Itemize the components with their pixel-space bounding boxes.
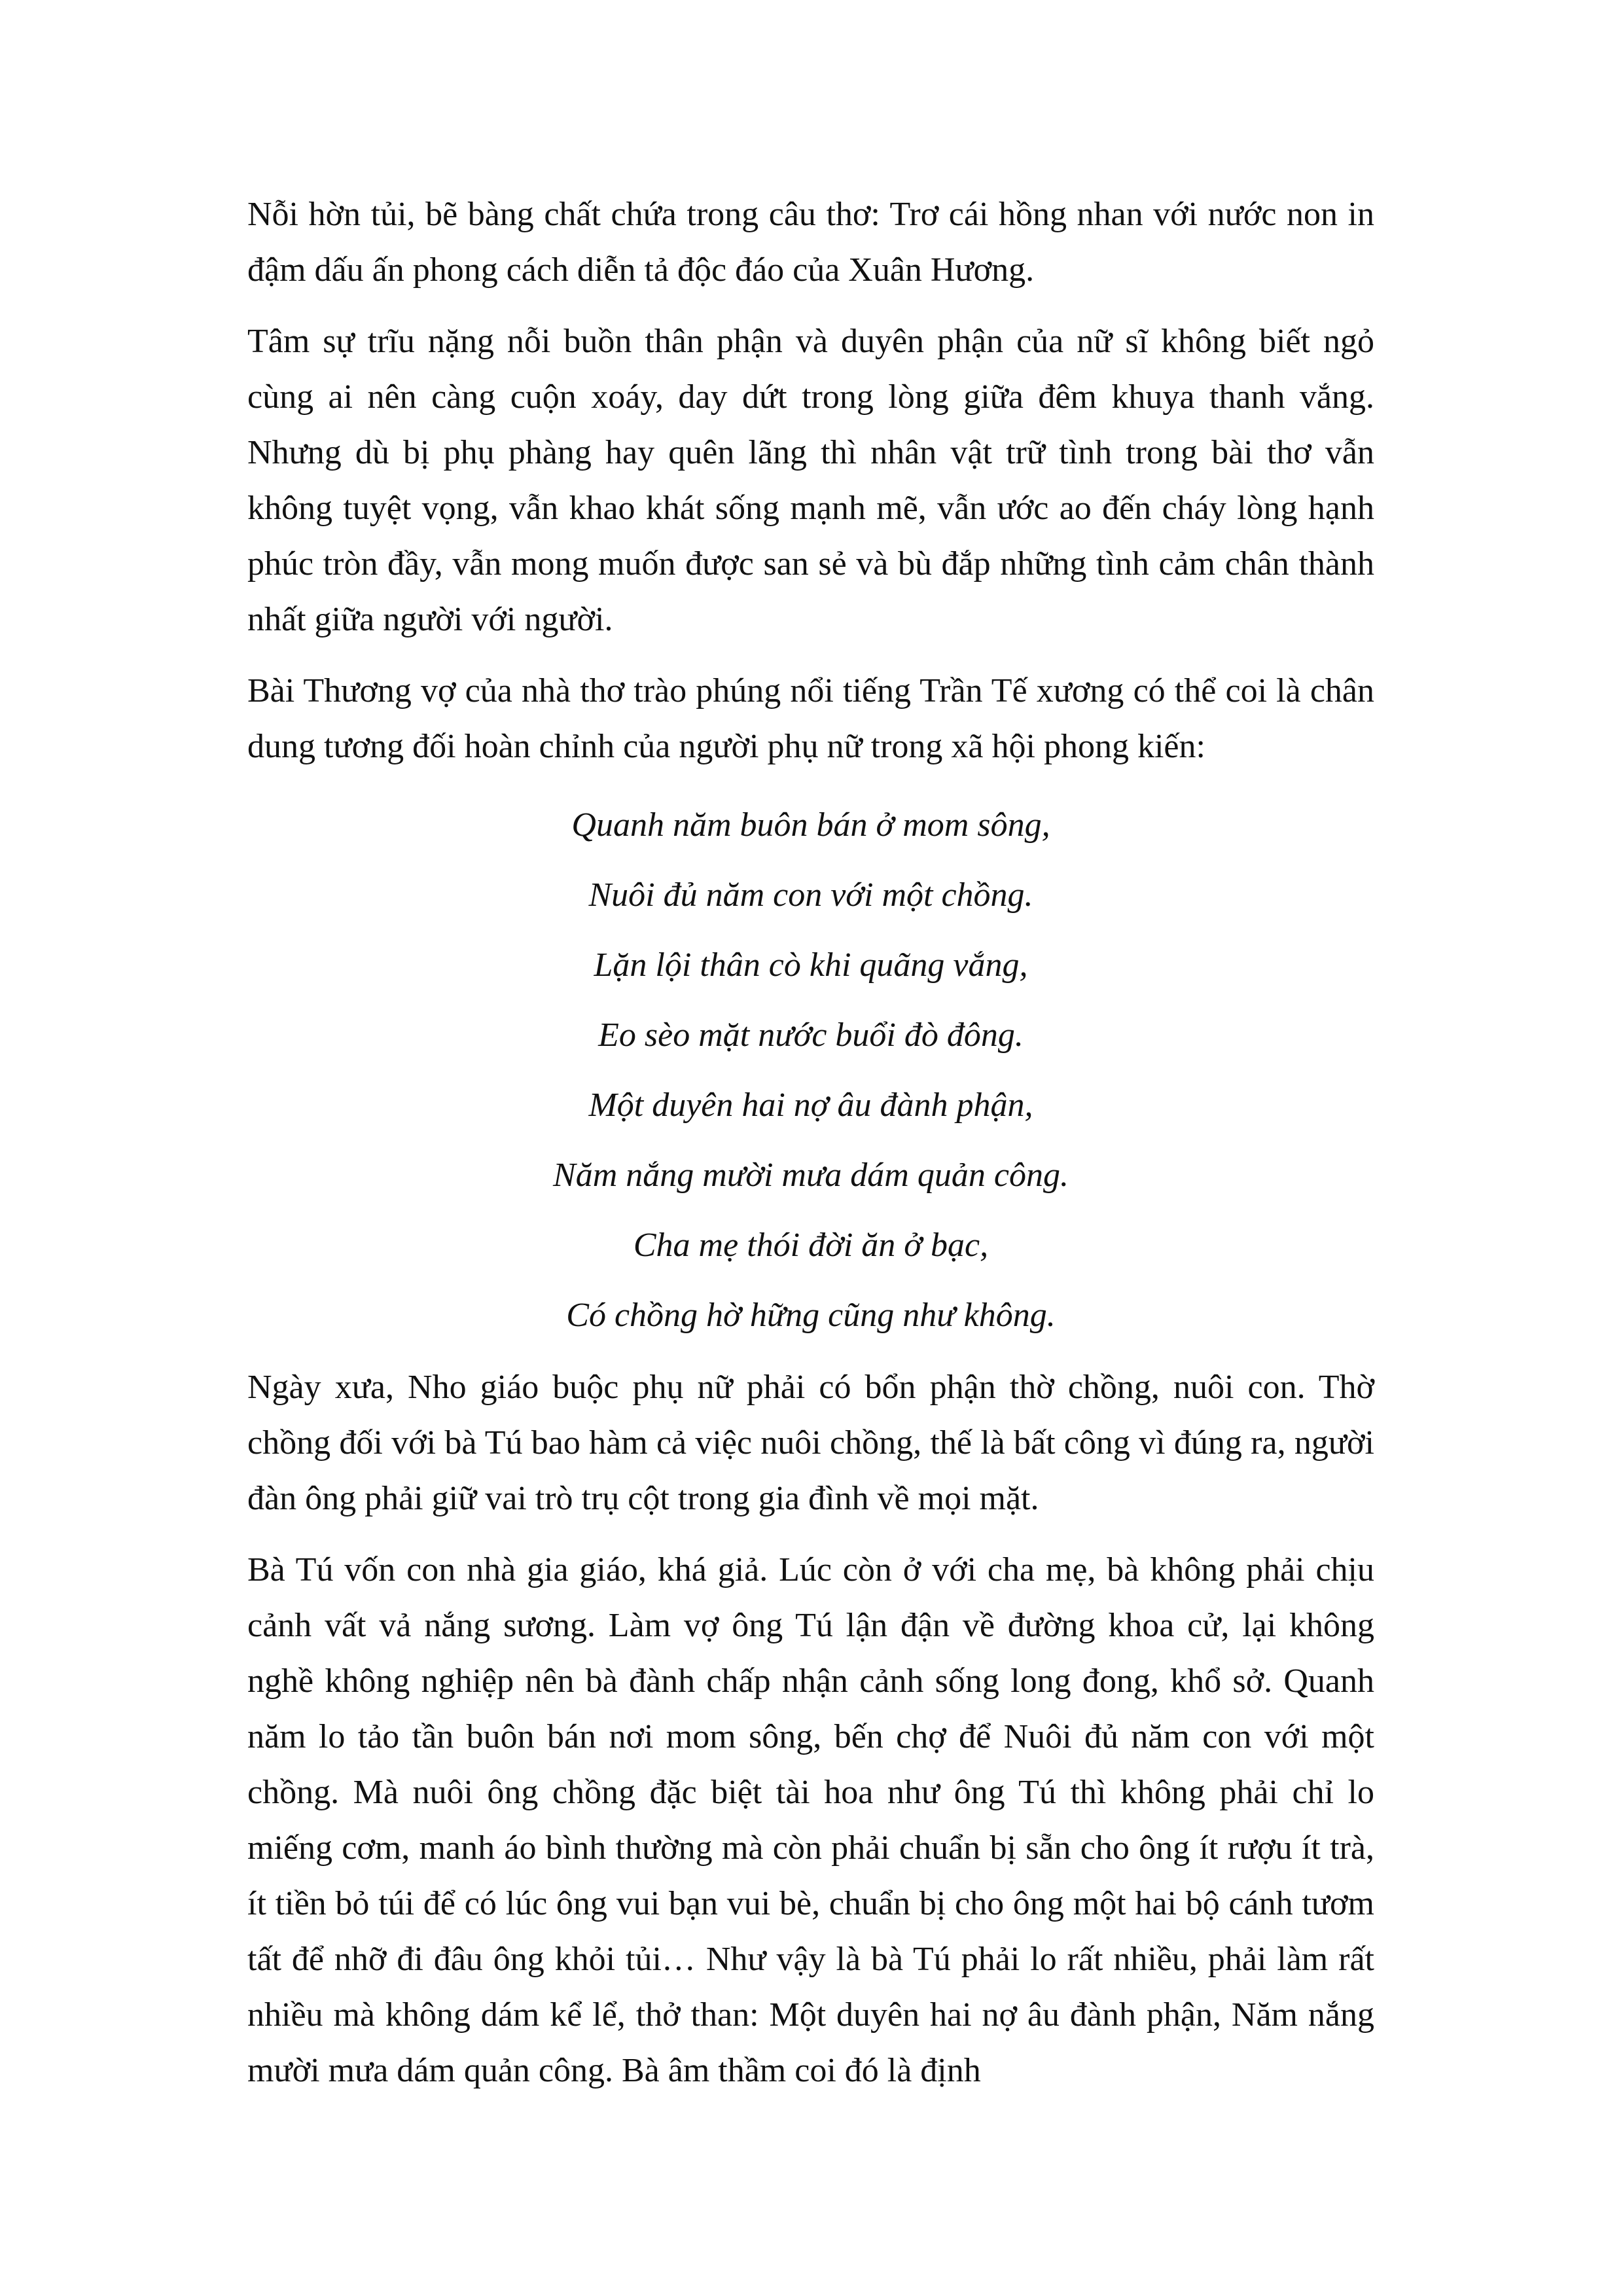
poem-line-5: Một duyên hai nợ âu đành phận, (588, 1086, 1033, 1124)
document-body (247, 187, 1374, 2114)
poem-line-6: Năm nắng mười mưa dám quản công. (553, 1157, 1069, 1194)
paragraph-1: Nỗi hờn tủi, bẽ bàng chất chứa trong câu thơ: Trơ cái hồng nhan với nước non in đậm dấu ấn phong cách diễn tả độc đáo của Xuân Hương. (247, 196, 1374, 289)
poem-line-8: Có chồng hờ hững cũng như không. (566, 1297, 1056, 1334)
poem-line-7: Cha mẹ thói đời ăn ở bạc, (633, 1227, 989, 1264)
paragraph-2: Tâm sự trĩu nặng nỗi buồn thân phận và duyên phận của nữ sĩ không biết ngỏ cùng ai nên càng cuộn xoáy, day dứt trong lòng giữa đêm khuya thanh vắng. Nhưng dù bị phụ phàng hay quên lãng thì nhân vật trữ tình trong bài thơ vẫn không tuyệt vọng, vẫn khao khát sống mạnh mẽ, vẫn ước ao đến cháy lòng hạnh phúc tròn đầy, vẫn mong muốn được san sẻ và bù đắp những tình cảm chân thành nhất giữa người với người. (247, 323, 1374, 638)
paragraph-4: Ngày xưa, Nho giáo buộc phụ nữ phải có bổn phận thờ chồng, nuôi con. Thờ chồng đối với bà Tú bao hàm cả việc nuôi chồng, thế là bất công vì đúng ra, người đàn ông phải giữ vai trò trụ cột trong gia đình về mọi mặt. (247, 1369, 1374, 1517)
poem-line-2: Nuôi đủ năm con với một chồng. (588, 876, 1033, 914)
poem-line-3: Lặn lội thân cò khi quãng vắng, (594, 946, 1028, 984)
poem-line-1: Quanh năm buôn bán ở mom sông, (571, 806, 1050, 844)
poem-line-4: Eo sèo mặt nước buổi đò đông. (598, 1016, 1024, 1054)
paragraph-3: Bài Thương vợ của nhà thơ trào phúng nổi tiếng Trần Tế xương có thể coi là chân dung tương đối hoàn chỉnh của người phụ nữ trong xã hội phong kiến: (247, 672, 1374, 765)
poem-block (247, 790, 1374, 1350)
paragraph-5: Bà Tú vốn con nhà gia giáo, khá giả. Lúc còn ở với cha mẹ, bà không phải chịu cảnh vất vả nắng sương. Làm vợ ông Tú lận đận về đường khoa cử, lại không nghề không nghiệp nên bà đành chấp nhận cảnh sống long đong, khổ sở. Quanh năm lo tảo tần buôn bán nơi mom sông, bến chợ để Nuôi đủ năm con với một chồng. Mà nuôi ông chồng đặc biệt tài hoa như ông Tú thì không phải chỉ lo miếng cơm, manh áo bình thường mà còn phải chuẩn bị sẵn cho ông ít rượu ít trà, ít tiền bỏ túi để có lúc ông vui bạn vui bè, chuẩn bị cho ông một hai bộ cánh tươm tất để nhỡ đi đâu ông khỏi tủi… Như vậy là bà Tú phải lo rất nhiều, phải làm rất nhiều mà không dám kể lể, thở than: Một duyên hai nợ âu đành phận, Năm nắng mười mưa dám quản công. Bà âm thầm coi đó là định (247, 1551, 1374, 2089)
